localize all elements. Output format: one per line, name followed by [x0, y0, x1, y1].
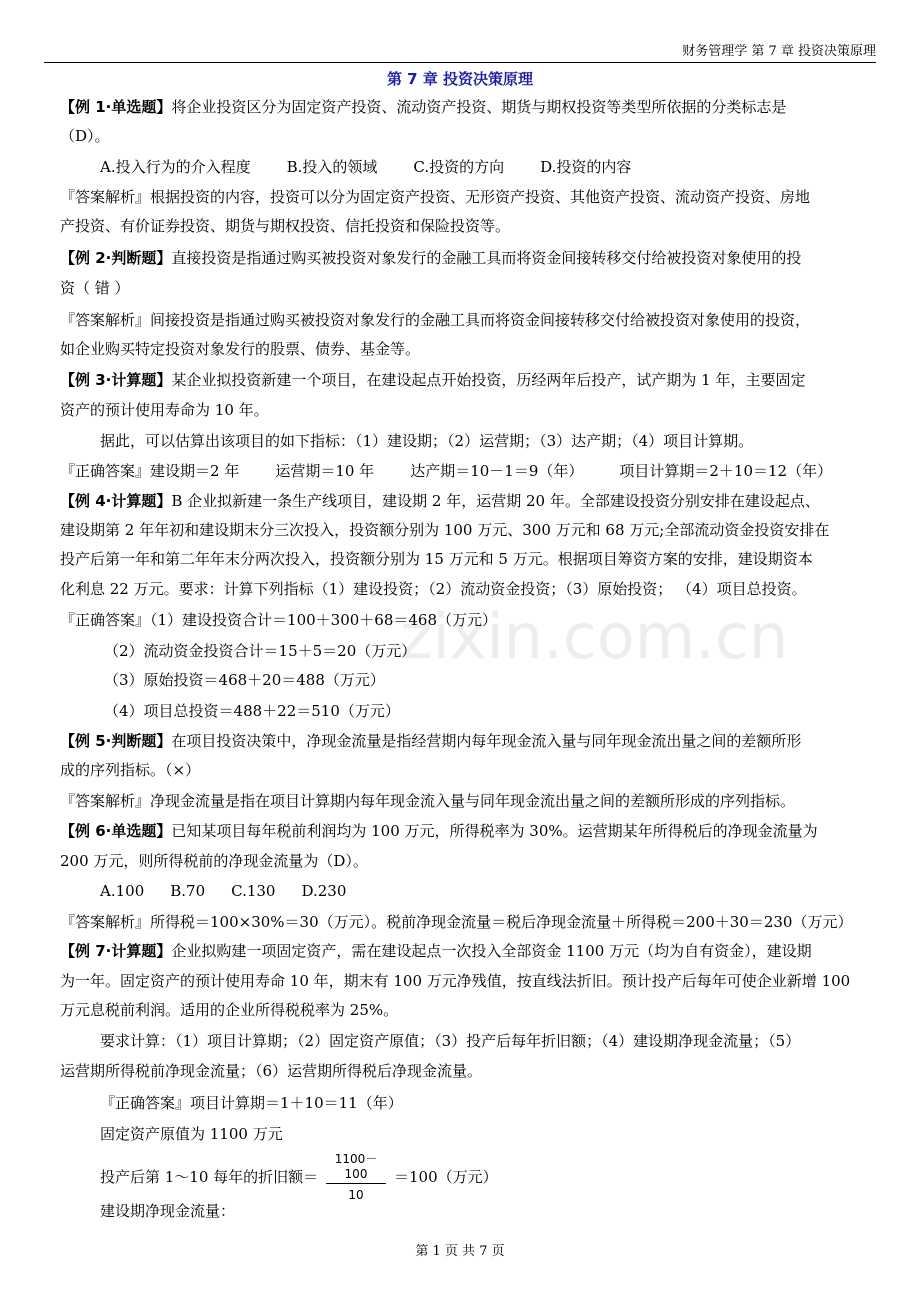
ex2-question-line2: 资（ 错 ）	[60, 279, 130, 297]
ex4-question-line2: 建设期第 2 年年初和建设期末分三次投入，投资额分别为 100 万元、300 万元和 68 万元;全部流动资金投资安排在	[60, 521, 830, 539]
ex7-answer-4: 建设期净现金流量：	[100, 1202, 236, 1220]
ex1-option-b: B.投入的领域	[286, 158, 378, 176]
ex7-requirement-line2: 运营期所得税前净现金流量；（6）运营期所得税后净现金流量。	[60, 1062, 483, 1080]
ex6-tag: 【例 6·单选题】	[60, 822, 172, 840]
watermark: zixin.com.cn	[400, 600, 789, 673]
ex4-answer-1: 『正确答案』（1）建设投资合计＝100＋300＋68＝468（万元）	[60, 611, 498, 629]
ex7-answer-1: 『正确答案』项目计算期＝1＋10＝11（年）	[100, 1094, 403, 1112]
ex7-question-line1: 【例 7·计算题】企业拟购建一项固定资产，需在建设起点一次投入全部资金 1100 万元（均为自有资金），建设期	[60, 942, 812, 960]
ex6-analysis: 『答案解析』所得税＝100×30%＝30（万元）。税前净现金流量＝税后净现金流量＋所得税＝200＋30＝230（万元）	[60, 913, 853, 931]
ex4-answer-3: （3）原始投资＝468＋20＝488（万元）	[104, 671, 385, 689]
ex4-question-line1: 【例 4·计算题】B 企业拟新建一条生产线项目，建设期 2 年，运营期 20 年。全部建设投资分别安排在建设起点、	[60, 492, 820, 510]
ex6-question-line1: 【例 6·单选题】已知某项目每年税前利润均为 100 万元，所得税率为 30%。运营期某年所得税后的净现金流量为	[60, 822, 818, 840]
ex5-tag: 【例 5·判断题】	[60, 732, 172, 750]
ex2-question-line1: 【例 2·判断题】直接投资是指通过购买被投资对象发行的金融工具而将资金间接转移交付给被投资对象使用的投	[60, 249, 802, 267]
ex5-question-line2: 成的序列指标。（×）	[60, 761, 201, 779]
ex6-option-d: D.230	[301, 882, 347, 900]
ex4-question-line4: 化利息 22 万元。要求：计算下列指标（1）建设投资；（2）流动资金投资；（3）原始投资； （4）项目总投资。	[60, 580, 807, 598]
ex7-question-line2: 为一年。固定资产的预计使用寿命 10 年，期末有 100 万元净残值，按直线法折旧。预计投产后每年可使企业新增 100	[60, 972, 851, 990]
ex7-requirement-line1: 要求计算：（1）项目计算期；（2）固定资产原值；（3）投产后每年折旧额；（4）建设期净现金流量；（5）	[100, 1032, 801, 1050]
ex3-question-line3: 据此，可以估算出该项目的如下指标：（1）建设期；（2）运营期；（3）达产期；（4）项目计算期。	[100, 432, 754, 450]
ex1-question-line2: （D）。	[60, 127, 110, 145]
ex6-option-a: A.100	[100, 882, 145, 900]
chapter-title: 第 7 章 投资决策原理	[386, 70, 534, 88]
ex3-tag: 【例 3·计算题】	[60, 371, 172, 389]
ex2-analysis-line1: 『答案解析』间接投资是指通过购买被投资对象发行的金融工具而将资金间接转移交付给被投资对象使用的投资，	[60, 311, 811, 329]
ex7-tag: 【例 7·计算题】	[60, 942, 172, 960]
fraction-denominator: 10	[348, 1188, 364, 1202]
ex1-option-c: C.投资的方向	[413, 158, 505, 176]
fraction-numerator: 1100－100	[326, 1150, 386, 1184]
ex7-answer-3-prefix: 投产后第 1～10 每年的折旧额＝	[100, 1168, 319, 1186]
ex1-question-line1: 【例 1·单选题】将企业投资区分为固定资产投资、流动资产投资、期货与期权投资等类型所依据的分类标志是	[60, 98, 787, 116]
header-rule	[44, 62, 876, 63]
ex4-question-line3: 投产后第一年和第二年年末分两次投入，投资额分别为 15 万元和 5 万元。根据项目筹资方案的安排，建设期资本	[60, 550, 813, 568]
ex6-option-c: C.130	[231, 882, 276, 900]
ex1-analysis-line1: 『答案解析』根据投资的内容，投资可以分为固定资产投资、无形资产投资、其他资产投资、流动资产投资、房地	[60, 188, 811, 206]
depreciation-fraction	[326, 1150, 386, 1202]
ex7-question-line3: 万元息税前利润。适用的企业所得税税率为 25%。	[60, 1001, 399, 1019]
ex1-analysis-line2: 产投资、有价证券投资、期货与期权投资、信托投资和保险投资等。	[60, 217, 511, 235]
ex1-tag: 【例 1·单选题】	[60, 98, 172, 116]
ex2-analysis-line2: 如企业购买特定投资对象发行的股票、债券、基金等。	[60, 340, 421, 358]
ex1-options	[100, 156, 631, 178]
ex7-answer-3-suffix: ＝100（万元）	[394, 1168, 498, 1186]
ex7-answer-2: 固定资产原值为 1100 万元	[100, 1125, 283, 1143]
ex5-analysis: 『答案解析』净现金流量是指在项目计算期内每年现金流入量与同年现金流出量之间的差额所形成的序列指标。	[60, 792, 796, 810]
running-header: 财务管理学 第 7 章 投资决策原理	[682, 44, 876, 59]
ex1-option-a: A.投入行为的介入程度	[100, 158, 251, 176]
ex5-question-line1: 【例 5·判断题】在项目投资决策中，净现金流量是指经营期内每年现金流入量与同年现金流出量之间的差额所形	[60, 732, 802, 750]
ex4-answer-4: （4）项目总投资＝488＋22＝510（万元）	[104, 702, 400, 720]
ex1-option-d: D.投资的内容	[540, 158, 632, 176]
ex3-answer: 『正确答案』建设期＝2 年 运营期＝10 年 达产期＝10－1＝9（年） 项目计算期＝2＋10＝12（年）	[60, 462, 833, 480]
ex6-option-b: B.70	[170, 882, 206, 900]
ex6-options	[100, 880, 346, 902]
page-footer: 第 1 页 共 7 页	[415, 1244, 505, 1259]
ex6-question-line2: 200 万元，则所得税前的净现金流量为（D）。	[60, 852, 368, 870]
ex2-tag: 【例 2·判断题】	[60, 249, 172, 267]
ex3-question-line1: 【例 3·计算题】某企业拟投资新建一个项目，在建设起点开始投资，历经两年后投产，试产期为 1 年，主要固定	[60, 371, 806, 389]
ex4-tag: 【例 4·计算题】	[60, 492, 172, 510]
ex4-answer-2: （2）流动资金投资合计＝15＋5＝20（万元）	[104, 642, 417, 660]
ex3-question-line2: 资产的预计使用寿命为 10 年。	[60, 401, 269, 419]
